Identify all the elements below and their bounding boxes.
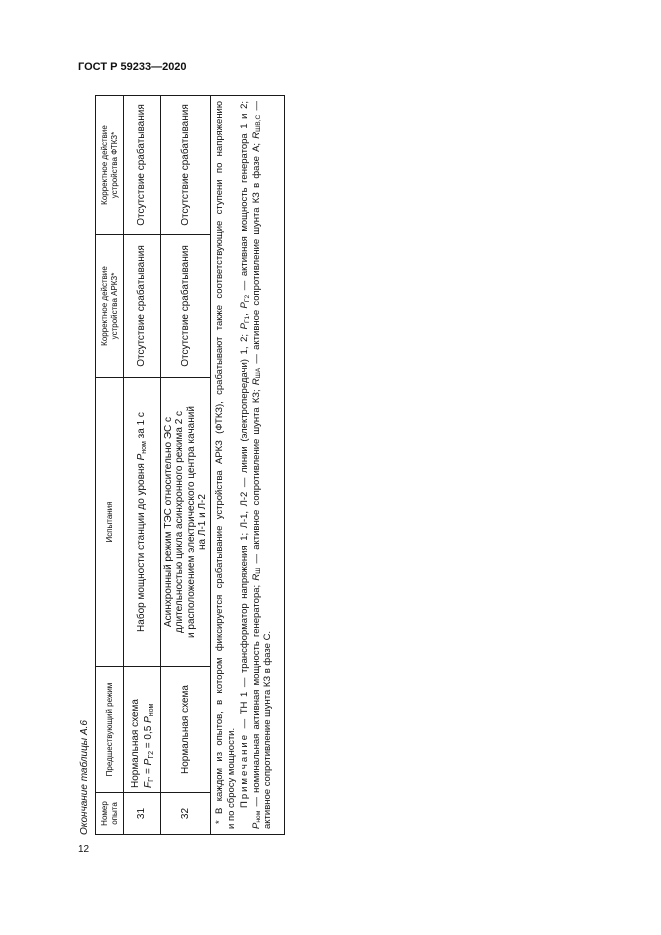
- header-cell-ftkz: [96, 96, 124, 234]
- prior-mode-text: Нормальная схема: [130, 699, 141, 788]
- row-31-ftkz-cell: [124, 96, 161, 234]
- text-run: — ТН 1 — трансформатор напряжения 1; Л-1, Л-2 — линии (электропередачи) 1, 2;: [239, 329, 250, 733]
- text-run: — активное сопротивление шунта КЗ в фазе А;: [250, 138, 262, 368]
- text-run: активное сопротивление шунта КЗ в фазе С.: [262, 630, 273, 829]
- ftkz-result: Отсутствие срабатывания: [179, 104, 191, 226]
- variable-subscript: Г1: [243, 315, 251, 324]
- header-cell-number: [96, 792, 124, 834]
- row-32-ftkz-cell: [161, 96, 211, 234]
- header-line: устройства ФТКЗ*: [109, 131, 119, 199]
- header-line: Корректное действие: [99, 266, 109, 346]
- header-cell-tests: [96, 377, 124, 666]
- variable-subscript: Ш: [255, 567, 263, 574]
- tests-line: длительностью цикла асинхронного режима 2 с: [174, 410, 185, 634]
- header-line: опыта: [109, 802, 119, 825]
- variable-subscript: Г2: [243, 294, 251, 303]
- rotated-table-block: [75, 95, 285, 835]
- variable-symbol: F: [143, 781, 154, 788]
- text-run: = 0,5: [143, 722, 154, 751]
- prior-mode-formula: [142, 704, 155, 788]
- variable-symbol: P: [143, 716, 154, 723]
- variable-symbol: P: [250, 822, 262, 829]
- note-line: [262, 96, 274, 834]
- row-32-tests-cell: [161, 377, 211, 666]
- header-line: Предшествующий режим: [104, 682, 114, 777]
- variable-symbol: P: [239, 302, 250, 309]
- note-line: [251, 96, 263, 834]
- table-notes: [211, 96, 274, 834]
- variable-symbol: R: [250, 378, 262, 386]
- text-run: за 1 с: [136, 412, 148, 442]
- row-31-arkz-cell: [124, 234, 161, 377]
- header-cell-arkz: [96, 234, 124, 377]
- tests-line: Асинхронный режим ТЭС относительно ЭС с: [162, 416, 174, 628]
- variable-subscript: Г2: [148, 750, 156, 759]
- tests-text: [136, 412, 148, 632]
- text-run: — номинальная активная мощность генератора;: [250, 580, 262, 811]
- variable-symbol: P: [143, 758, 154, 766]
- prior-mode-text: Нормальная схема: [179, 685, 191, 774]
- text-run: Набор мощности станции до уровня: [136, 460, 148, 632]
- table-caption: Окончание таблицы А.6: [79, 720, 90, 835]
- header-cell-prior-mode: [96, 666, 124, 792]
- header-line: Испытания: [104, 501, 114, 543]
- row-31-prior-mode-cell: [124, 666, 161, 792]
- header-line: Номер: [99, 801, 109, 826]
- text-run: — активное сопротивление шунта КЗ;: [250, 385, 262, 568]
- footnote-line: * В каждом из опытов, в котором фиксируется срабатывание устройства АРКЗ (ФТКЗ), срабатывают также соответствующие ступени по напряжению: [214, 101, 225, 824]
- variable-subscript: Г': [148, 776, 156, 782]
- text-run: =: [143, 765, 154, 777]
- variable-symbol: R: [250, 131, 262, 139]
- variable-subscript: ном: [141, 441, 149, 454]
- experiment-number: 31: [136, 807, 148, 820]
- note-label: Примечание: [239, 733, 250, 808]
- header-line: Корректное действие: [99, 125, 109, 205]
- ftkz-result: Отсутствие срабатывания: [136, 104, 148, 226]
- note-line: [239, 96, 251, 834]
- variable-subscript: ША: [255, 367, 263, 379]
- row-31-tests-cell: [124, 377, 161, 666]
- text-run: —: [250, 101, 262, 115]
- document-code: ГОСТ Р 59233—2020: [78, 61, 187, 73]
- row-32-arkz-cell: [161, 234, 211, 377]
- row-31-number-cell: [124, 792, 161, 834]
- tests-line: и расположением электрического центра качаний: [185, 406, 197, 638]
- note-block: [239, 96, 274, 834]
- footnote-line: и по сбросу мощности.: [225, 727, 237, 829]
- experiment-number: 32: [179, 807, 191, 820]
- table-grid: [96, 96, 211, 834]
- variable-symbol: P: [239, 323, 250, 330]
- text-run: — активная мощность генератора 1 и 2;: [239, 100, 250, 295]
- header-line: устройства АРКЗ*: [109, 272, 119, 340]
- variable-subscript: ШВ,С: [255, 114, 263, 132]
- tests-line: на Л-1 и Л-2: [197, 494, 208, 550]
- page-number: 12: [78, 844, 90, 855]
- variable-symbol: P: [136, 453, 148, 461]
- variable-subscript: ном: [148, 703, 156, 717]
- arkz-result: Отсутствие срабатывания: [179, 245, 191, 367]
- text-run: ,: [239, 308, 250, 316]
- table-frame: [95, 95, 285, 835]
- arkz-result: Отсутствие срабатывания: [136, 245, 148, 367]
- row-32-prior-mode-cell: [161, 666, 211, 792]
- variable-symbol: R: [250, 573, 262, 581]
- variable-subscript: ном: [255, 810, 263, 823]
- row-32-number-cell: [161, 792, 211, 834]
